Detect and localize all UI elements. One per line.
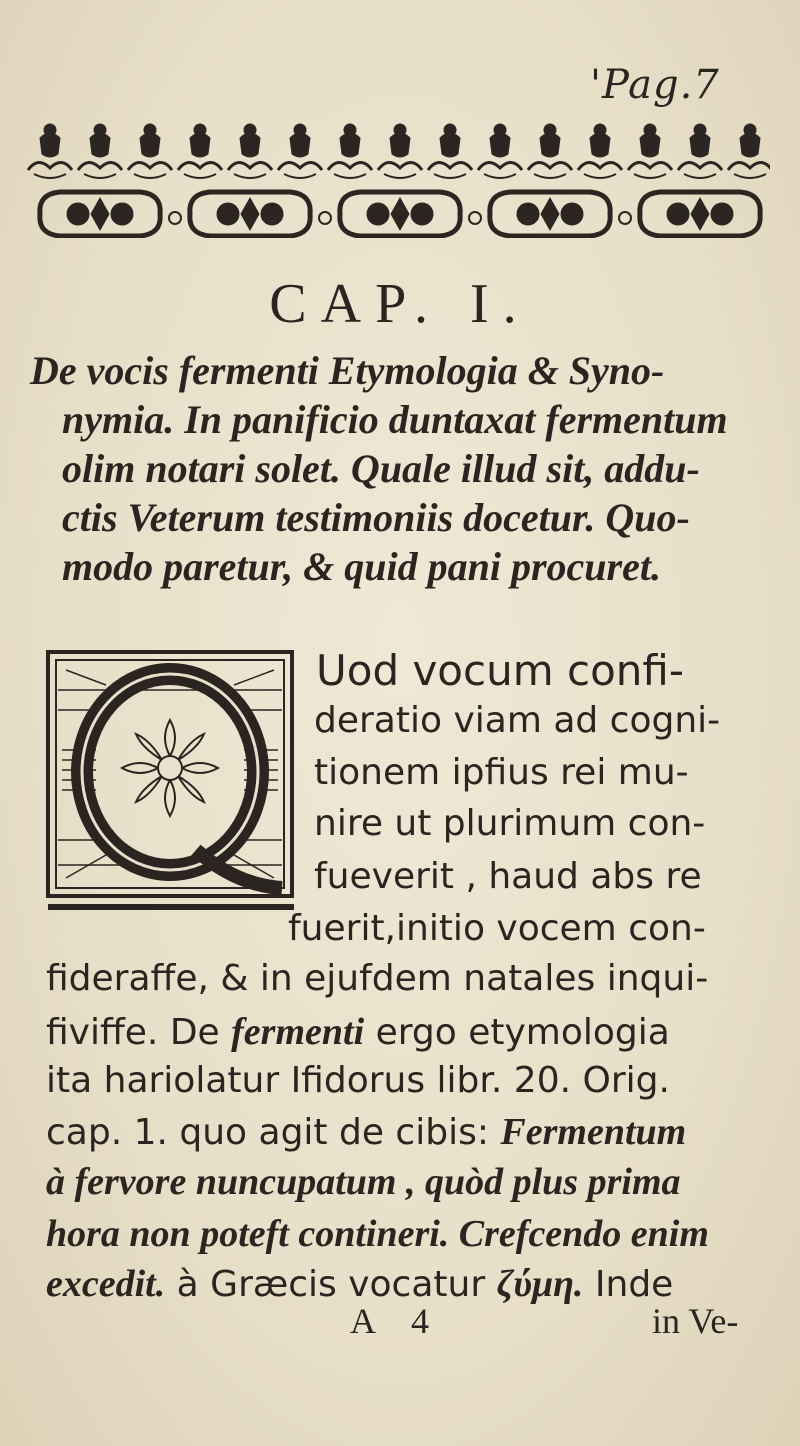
chapter-summary bbox=[30, 346, 762, 591]
chapter-heading: CAP. I. bbox=[269, 273, 531, 335]
body-line: tionem ipfius rei mu- bbox=[314, 752, 689, 793]
summary-line: olim notari solet. Quale illud sit, addu- bbox=[62, 446, 700, 491]
body-line: deratio viam ad cogni- bbox=[314, 700, 721, 741]
roman-run: ergo etymologia bbox=[364, 1012, 670, 1053]
body-line bbox=[46, 1110, 686, 1154]
signature-mark: A 4 bbox=[350, 1301, 444, 1341]
roman-run: fideraffe, & in ejufdem natales inqui- bbox=[46, 958, 709, 999]
body-line: fueverit , haud abs re bbox=[314, 856, 702, 897]
summary-line: modo paretur, & quid pani procuret. bbox=[62, 544, 661, 589]
italic-run: Fermentum bbox=[500, 1111, 687, 1153]
body-line: nire ut plurimum con- bbox=[314, 803, 706, 844]
body-line: fuerit,initio vocem con- bbox=[288, 908, 706, 949]
body-line bbox=[46, 1060, 670, 1101]
body-line bbox=[46, 1010, 670, 1054]
italic-run: ζύμη. bbox=[496, 1263, 584, 1305]
summary-line: De vocis fermenti Etymologia & Syno- bbox=[30, 348, 665, 393]
roman-run: cap. 1. quo agit de cibis: bbox=[46, 1112, 501, 1153]
body-line: Uod vocum confi- bbox=[316, 646, 684, 695]
roman-run: Inde bbox=[583, 1264, 674, 1305]
italic-run: à fervore nuncupatum , quòd plus prima bbox=[46, 1161, 681, 1203]
page-number: 'Pag.7 bbox=[590, 62, 720, 108]
catchword: in Ve- bbox=[652, 1301, 739, 1341]
body-line bbox=[46, 958, 708, 999]
roman-run: ita hariolatur Ifidorus libr. 20. Orig. bbox=[46, 1060, 670, 1101]
italic-run: excedit. bbox=[46, 1263, 166, 1305]
summary-line: nymia. In panificio duntaxat fermentum bbox=[62, 397, 728, 442]
roman-run: fiviffe. De bbox=[46, 1012, 232, 1053]
italic-run: fermenti bbox=[231, 1011, 365, 1053]
italic-run: hora non poteft contineri. Crefcendo enim bbox=[46, 1213, 709, 1255]
roman-run: à Græcis vocatur bbox=[165, 1264, 497, 1305]
decorated-initial-q bbox=[46, 650, 294, 912]
body-line bbox=[46, 1160, 681, 1204]
summary-line: ctis Veterum testimoniis docetur. Quo- bbox=[62, 495, 690, 540]
headpiece-ornament bbox=[25, 118, 770, 238]
body-line bbox=[46, 1212, 709, 1256]
